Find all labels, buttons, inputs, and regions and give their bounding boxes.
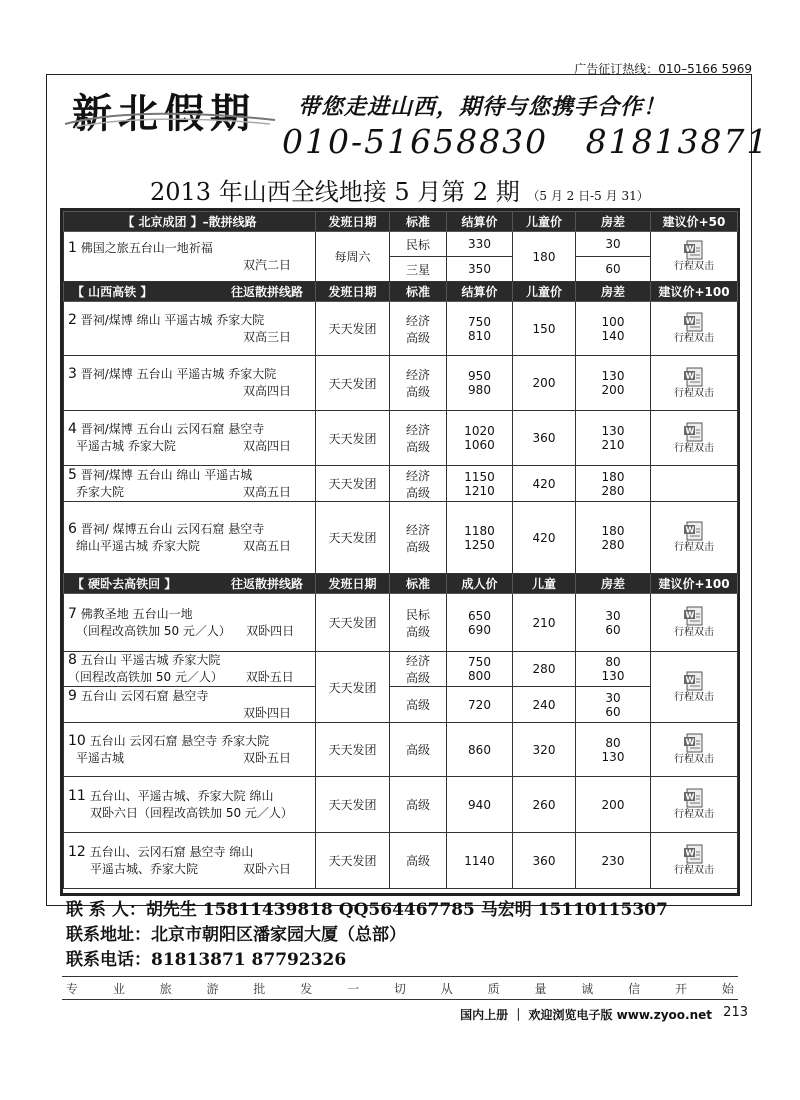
table-row bbox=[64, 687, 738, 723]
table-row bbox=[64, 411, 738, 466]
itinerary-label: 行程双击 bbox=[674, 691, 714, 703]
col-header: 标准 bbox=[390, 282, 447, 302]
itinerary-link-cell[interactable] bbox=[651, 302, 738, 356]
footer-slogan-char: 始 bbox=[721, 981, 734, 996]
word-doc-icon bbox=[683, 844, 705, 864]
table-row bbox=[64, 594, 738, 652]
price-cell: 330 bbox=[447, 232, 513, 257]
col-header: 结算价 bbox=[447, 212, 513, 232]
itinerary-link-cell[interactable] bbox=[651, 652, 738, 723]
brand-phones: 010-51658830 81813871 bbox=[282, 122, 770, 161]
route-cell bbox=[64, 356, 316, 411]
col-header: 标准 bbox=[390, 574, 447, 594]
standard-cell: 高级 bbox=[390, 833, 447, 889]
itinerary-doc-button[interactable] bbox=[674, 521, 714, 554]
itinerary-doc-button[interactable] bbox=[674, 844, 714, 877]
child-price-cell: 320 bbox=[513, 723, 576, 777]
standard-cell: 高级 bbox=[390, 723, 447, 777]
route-line: 晋祠/煤博 五台山 平遥古城 乔家大院 bbox=[80, 367, 277, 381]
col-header: 发班日期 bbox=[316, 212, 390, 232]
table-row bbox=[64, 833, 738, 889]
col-header: 成人价 bbox=[447, 574, 513, 594]
col-header: 标准 bbox=[390, 212, 447, 232]
route-number: 1 bbox=[68, 239, 77, 256]
itinerary-doc-button[interactable] bbox=[674, 240, 714, 273]
route-line: 佛国之旅五台山一地祈福 bbox=[80, 240, 213, 255]
itinerary-doc-button[interactable] bbox=[674, 606, 714, 639]
issue-title bbox=[150, 172, 649, 207]
price-cell: 1140 bbox=[447, 833, 513, 889]
route-cell bbox=[64, 594, 316, 652]
standard-cell: 经济 高级 bbox=[390, 652, 447, 687]
logo-swoosh-icon bbox=[60, 106, 280, 130]
section-header-beijing bbox=[64, 212, 738, 232]
contact-address: 联系地址：北京市朝阳区潘家园大厦（总部） bbox=[66, 925, 406, 945]
room-diff-cell: 180 280 bbox=[576, 502, 651, 574]
price-table bbox=[63, 211, 738, 889]
itinerary-label: 行程双击 bbox=[674, 387, 714, 399]
standard-cell: 高级 bbox=[390, 687, 447, 723]
route-days: 双高五日 bbox=[242, 484, 291, 499]
price-cell: 860 bbox=[447, 723, 513, 777]
col-header: 房差 bbox=[576, 574, 651, 594]
route-number: 5 bbox=[68, 466, 77, 483]
schedule-cell: 天天发团 bbox=[316, 594, 390, 652]
price-cell: 750 800 bbox=[447, 652, 513, 687]
price-cell: 750 810 bbox=[447, 302, 513, 356]
route-cell bbox=[64, 232, 316, 282]
word-doc-icon bbox=[683, 312, 705, 332]
table-row bbox=[64, 356, 738, 411]
word-doc-icon bbox=[683, 422, 705, 442]
route-days: 双高三日 bbox=[242, 329, 291, 344]
child-price-cell: 360 bbox=[513, 833, 576, 889]
route-cell bbox=[64, 723, 316, 777]
table-row bbox=[64, 777, 738, 833]
col-header: 房差 bbox=[576, 282, 651, 302]
route-days: 双卧五日 bbox=[242, 750, 291, 765]
footer-slogan-char: 旅 bbox=[159, 981, 172, 996]
itinerary-link-cell[interactable] bbox=[651, 502, 738, 574]
itinerary-label: 行程双击 bbox=[674, 754, 714, 765]
route-line: 平遥古城、乔家大院 bbox=[90, 861, 199, 876]
svg-text:W: W bbox=[685, 792, 695, 802]
schedule-cell: 天天发团 bbox=[316, 502, 390, 574]
svg-text:W: W bbox=[685, 675, 695, 684]
route-line: 五台山 云冈石窟 悬空寺 乔家大院 bbox=[89, 733, 270, 748]
itinerary-label: 行程双击 bbox=[674, 809, 714, 820]
child-price-cell: 360 bbox=[513, 411, 576, 466]
child-price-cell: 420 bbox=[513, 502, 576, 574]
col-header: 建议价+100 bbox=[651, 282, 738, 302]
rail-routes bbox=[64, 302, 738, 574]
price-cell: 650 690 bbox=[447, 594, 513, 652]
standard-cell: 高级 bbox=[390, 777, 447, 833]
room-diff-cell: 100 140 bbox=[576, 302, 651, 356]
route-number: 2 bbox=[68, 311, 77, 328]
route-line: （回程改高铁加 50 元／人） bbox=[68, 670, 223, 684]
route-line: 晋祠/煤博 五台山 云冈石窟 悬空寺 bbox=[80, 422, 265, 436]
price-table-frame bbox=[60, 208, 740, 896]
svg-text:W: W bbox=[685, 371, 695, 380]
schedule-cell: 每周六 bbox=[316, 232, 390, 282]
route-cell bbox=[64, 302, 316, 356]
schedule-cell: 天天发团 bbox=[316, 411, 390, 466]
footer-slogan-char: 质 bbox=[487, 981, 500, 996]
col-header: 儿童价 bbox=[513, 282, 576, 302]
itinerary-doc-button[interactable] bbox=[674, 312, 714, 345]
route-line: 晋祠/煤博 绵山 平遥古城 乔家大院 bbox=[80, 312, 265, 327]
col-header: 房差 bbox=[576, 212, 651, 232]
room-diff-cell: 80 130 bbox=[576, 652, 651, 687]
itinerary-label: 行程双击 bbox=[674, 627, 714, 638]
route-number: 7 bbox=[68, 605, 77, 622]
route-days: 双卧六日 bbox=[242, 861, 291, 876]
itinerary-label: 行程双击 bbox=[674, 261, 714, 272]
ad-hotline: 广告征订热线：010–5166 5969 bbox=[574, 62, 752, 76]
section-title bbox=[64, 574, 316, 594]
footer-slogan-char: 游 bbox=[206, 981, 219, 996]
col-header: 建议价+50 bbox=[651, 212, 738, 232]
table-row bbox=[64, 652, 738, 687]
route-number: 12 bbox=[68, 843, 86, 860]
route-cell bbox=[64, 687, 316, 723]
footer-slogan bbox=[62, 976, 738, 1000]
child-price-cell: 200 bbox=[513, 356, 576, 411]
standard-cell: 经济 高级 bbox=[390, 411, 447, 466]
section-title bbox=[64, 282, 316, 302]
footer-slogan-char: 一 bbox=[347, 981, 360, 996]
word-doc-icon bbox=[683, 671, 705, 691]
route-cell bbox=[64, 502, 316, 574]
itinerary-link-cell[interactable] bbox=[651, 723, 738, 777]
page-number: 213 bbox=[723, 1005, 748, 1020]
route-line: 五台山、平遥古城、乔家大院 绵山 bbox=[89, 788, 274, 803]
route-days: 双卧五日 bbox=[245, 670, 294, 684]
route-line: 双卧六日（回程改高铁加 50 元／人） bbox=[90, 805, 293, 820]
itinerary-doc-button[interactable] bbox=[674, 788, 714, 821]
route-cell bbox=[64, 777, 316, 833]
itinerary-link-cell[interactable] bbox=[651, 777, 738, 833]
footer-slogan-char: 发 bbox=[300, 981, 313, 996]
route-line: 晋祠/煤博 五台山 绵山 平遥古城 bbox=[80, 467, 253, 482]
room-diff-cell: 30 60 bbox=[576, 687, 651, 723]
word-doc-icon bbox=[683, 788, 705, 808]
route-line: 晋祠/ 煤博五台山 云冈石窟 悬空寺 bbox=[80, 521, 265, 536]
room-diff-cell: 130 200 bbox=[576, 356, 651, 411]
word-doc-icon bbox=[683, 606, 705, 626]
standard-cell: 经济 高级 bbox=[390, 502, 447, 574]
svg-text:W: W bbox=[685, 426, 695, 435]
route-cell bbox=[64, 411, 316, 466]
route-cell bbox=[64, 833, 316, 889]
room-diff-cell: 230 bbox=[576, 833, 651, 889]
word-doc-icon bbox=[683, 240, 705, 260]
standard-cell: 经济 高级 bbox=[390, 356, 447, 411]
section-header-rail bbox=[64, 282, 738, 302]
itinerary-link-cell[interactable] bbox=[651, 356, 738, 411]
brand-logo: 新北假期 bbox=[72, 90, 256, 137]
col-header: 儿童价 bbox=[513, 212, 576, 232]
child-price-cell: 180 bbox=[513, 232, 576, 282]
col-header: 发班日期 bbox=[316, 282, 390, 302]
standard-cell: 三星 bbox=[390, 257, 447, 282]
schedule-cell: 天天发团 bbox=[316, 356, 390, 411]
price-cell: 350 bbox=[447, 257, 513, 282]
itinerary-link-cell[interactable] bbox=[651, 232, 738, 282]
itinerary-doc-button[interactable] bbox=[674, 422, 714, 455]
room-diff-cell: 30 60 bbox=[576, 594, 651, 652]
section-header-sleeper bbox=[64, 574, 738, 594]
schedule-cell: 天天发团 bbox=[316, 723, 390, 777]
child-price-cell: 260 bbox=[513, 777, 576, 833]
standard-cell: 民标 bbox=[390, 232, 447, 257]
section-title-right: 往返散拼线路 bbox=[230, 577, 303, 591]
col-header: 建议价+100 bbox=[651, 574, 738, 594]
route-number: 11 bbox=[68, 787, 86, 804]
svg-text:W: W bbox=[685, 737, 695, 747]
price-cell: 940 bbox=[447, 777, 513, 833]
route-days: 双卧四日 bbox=[246, 623, 295, 638]
route-number: 8 bbox=[68, 652, 77, 668]
child-price-cell: 210 bbox=[513, 594, 576, 652]
contact-person: 联 系 人：胡先生 15811439818 QQ564467785 马宏明 15110115307 bbox=[66, 900, 668, 920]
route-number: 3 bbox=[68, 366, 77, 382]
svg-text:W: W bbox=[685, 525, 695, 535]
section-title-left: 【 硬卧去高铁回 】 bbox=[72, 577, 177, 591]
col-header: 儿童 bbox=[513, 574, 576, 594]
itinerary-doc-button[interactable] bbox=[674, 733, 714, 766]
word-doc-icon bbox=[683, 733, 705, 753]
word-doc-icon bbox=[683, 521, 705, 541]
price-cell: 950 980 bbox=[447, 356, 513, 411]
svg-text:W: W bbox=[685, 848, 695, 858]
route-line: 五台山、云冈石窟 悬空寺 绵山 bbox=[89, 844, 254, 859]
table-row bbox=[64, 232, 738, 257]
itinerary-label: 行程双击 bbox=[674, 442, 714, 454]
child-price-cell: 150 bbox=[513, 302, 576, 356]
room-diff-cell: 80 130 bbox=[576, 723, 651, 777]
standard-cell: 经济 高级 bbox=[390, 466, 447, 502]
table-row bbox=[64, 466, 738, 502]
route-line: 平遥古城 乔家大院 bbox=[76, 439, 176, 453]
table-row bbox=[64, 302, 738, 356]
bottom-banner[interactable]: 国内上册 ｜ 欢迎浏览电子版 www.zyoo.net bbox=[460, 1008, 712, 1022]
child-price-cell: 420 bbox=[513, 466, 576, 502]
route-line: 五台山 云冈石窟 悬空寺 bbox=[80, 688, 209, 703]
room-diff-cell: 200 bbox=[576, 777, 651, 833]
brand-slogan: 带您走进山西，期待与您携手合作！ bbox=[298, 94, 667, 120]
itinerary-doc-button[interactable] bbox=[674, 367, 714, 400]
footer-slogan-char: 信 bbox=[628, 981, 641, 996]
room-diff-cell: 60 bbox=[576, 257, 651, 282]
col-header: 结算价 bbox=[447, 282, 513, 302]
route-line: 平遥古城 bbox=[76, 750, 125, 765]
price-cell: 1020 1060 bbox=[447, 411, 513, 466]
footer-slogan-char: 批 bbox=[253, 981, 266, 996]
route-days: 双卧四日 bbox=[242, 705, 291, 720]
issue-date-range: （5 月 2 日-5 月 31） bbox=[527, 189, 649, 203]
route-line: （回程改高铁加 50 元／人） bbox=[76, 623, 231, 638]
route-number: 4 bbox=[68, 421, 77, 437]
svg-text:W: W bbox=[685, 316, 695, 326]
route-line: 绵山平遥古城 乔家大院 bbox=[76, 538, 200, 553]
route-cell bbox=[64, 652, 316, 687]
schedule-cell: 天天发团 bbox=[316, 777, 390, 833]
price-cell: 720 bbox=[447, 687, 513, 723]
price-cell: 1180 1250 bbox=[447, 502, 513, 574]
footer-slogan-char: 开 bbox=[674, 981, 687, 996]
child-price-cell: 280 bbox=[513, 652, 576, 687]
footer-slogan-char: 专 bbox=[66, 981, 79, 996]
footer-slogan-char: 业 bbox=[112, 981, 125, 996]
route-number: 6 bbox=[68, 520, 77, 537]
issue-title-text: 2013 年山西全线地接 5 月第 2 期 bbox=[150, 178, 520, 206]
room-diff-cell: 30 bbox=[576, 232, 651, 257]
route-line: 乔家大院 bbox=[76, 484, 125, 499]
schedule-cell: 天天发团 bbox=[316, 302, 390, 356]
footer-slogan-char: 诚 bbox=[581, 981, 594, 996]
schedule-cell: 天天发团 bbox=[316, 652, 390, 723]
standard-cell: 民标 高级 bbox=[390, 594, 447, 652]
schedule-cell: 天天发团 bbox=[316, 466, 390, 502]
route-cell bbox=[64, 466, 316, 502]
schedule-cell: 天天发团 bbox=[316, 833, 390, 889]
contact-phone: 联系电话：81813871 87792326 bbox=[66, 950, 347, 970]
room-diff-cell: 130 210 bbox=[576, 411, 651, 466]
itinerary-doc-button[interactable] bbox=[674, 671, 714, 704]
itinerary-link-cell[interactable] bbox=[651, 411, 738, 466]
itinerary-link-cell[interactable] bbox=[651, 833, 738, 889]
section-title: 【 北京成团 】–散拼线路 bbox=[64, 212, 316, 232]
room-diff-cell: 180 280 bbox=[576, 466, 651, 502]
svg-text:W: W bbox=[685, 244, 695, 254]
itinerary-label: 行程双击 bbox=[674, 542, 714, 553]
section-title-left: 【 山西高铁 】 bbox=[72, 285, 153, 299]
footer-slogan-char: 从 bbox=[440, 981, 453, 996]
route-number: 10 bbox=[68, 732, 86, 749]
footer-slogan-char: 切 bbox=[393, 981, 406, 996]
child-price-cell: 240 bbox=[513, 687, 576, 723]
itinerary-label: 行程双击 bbox=[674, 333, 714, 344]
route-number: 9 bbox=[68, 687, 77, 704]
route-days: 双高四日 bbox=[242, 384, 291, 398]
route-days: 双高四日 bbox=[242, 439, 291, 453]
itinerary-label: 行程双击 bbox=[674, 865, 714, 876]
route-line: 佛教圣地 五台山一地 bbox=[80, 606, 193, 621]
word-doc-icon bbox=[683, 367, 705, 387]
section-title-right: 往返散拼线路 bbox=[230, 285, 303, 299]
footer-slogan-char: 量 bbox=[534, 981, 547, 996]
route-line: 五台山 平遥古城 乔家大院 bbox=[80, 653, 221, 667]
price-cell: 1150 1210 bbox=[447, 466, 513, 502]
svg-text:W: W bbox=[685, 610, 695, 620]
table-row bbox=[64, 723, 738, 777]
route-days: 双高五日 bbox=[242, 538, 291, 553]
col-header: 发班日期 bbox=[316, 574, 390, 594]
route-days: 双汽二日 bbox=[242, 257, 291, 272]
standard-cell: 经济 高级 bbox=[390, 302, 447, 356]
itinerary-link-cell bbox=[651, 466, 738, 502]
table-row bbox=[64, 502, 738, 574]
itinerary-link-cell[interactable] bbox=[651, 594, 738, 652]
contact-block bbox=[66, 898, 668, 973]
